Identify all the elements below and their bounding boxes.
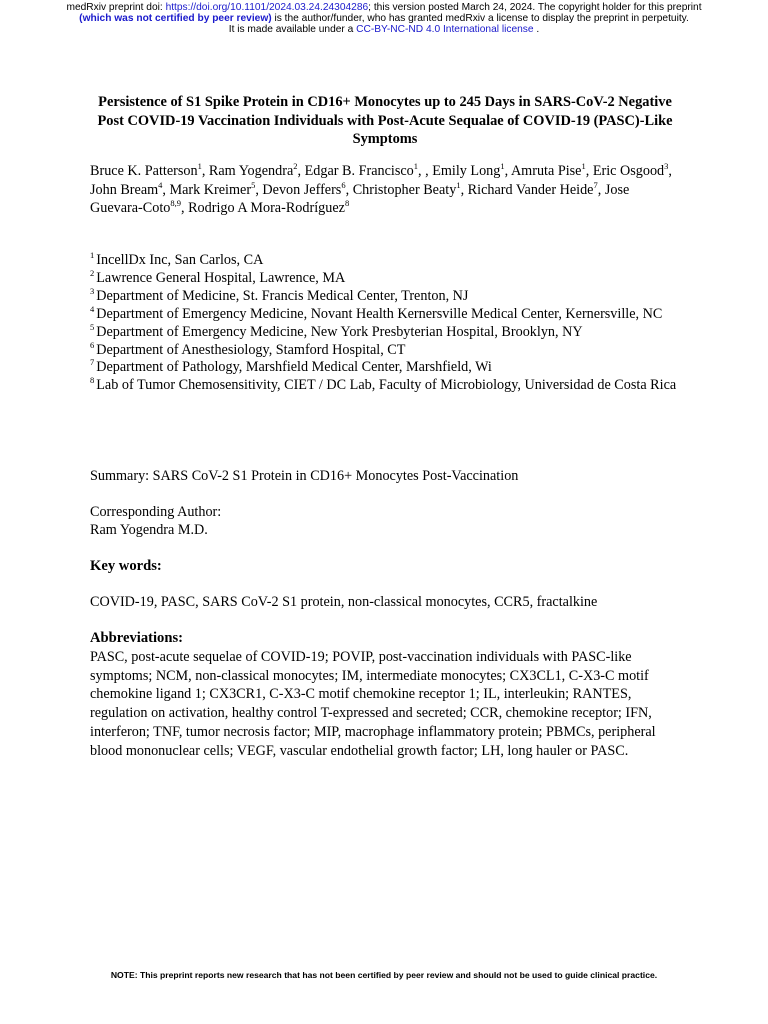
author-name: Edgar B. Francisco <box>304 163 414 179</box>
header-doi-suffix: ; this version posted March 24, 2024. The copyright holder for this preprint <box>368 2 702 13</box>
affiliation-number: 8 <box>90 375 95 386</box>
author-affiliation-mark: 1 <box>413 161 418 171</box>
peer-review-note: (which was not certified by peer review) <box>79 13 272 24</box>
author-affiliation-mark: 5 <box>251 179 256 190</box>
affiliation-item <box>90 359 682 377</box>
affiliation-number: 7 <box>90 357 95 368</box>
author-list: Bruce K. Patterson$^1$, Ram Yogendra$^2$, Edgar B. Francisco$^1$, , Emily Long$^1$, Amruta Pise$^1$, Eric Osgood$^3$, John Bream$^4$, Mark Kreimer$^5$, Devon Jeffers$^6$, Christopher Beaty$^1$, Richard Vander Heide$^7$, Jose Guevara-Coto$^{8,9}$, Rodrigo A Mora-Rodríguez$^8$ <box>90 161 672 217</box>
abbreviations-section <box>90 629 690 761</box>
author-affiliation-mark: 1 <box>500 161 505 171</box>
affiliation-item <box>90 285 682 306</box>
license-prefix: It is made available under a <box>228 24 357 35</box>
preprint-header <box>0 2 768 35</box>
author-affiliation-mark: 8 <box>344 198 350 209</box>
affiliation-item <box>90 339 682 360</box>
author-name: Bruce K. Patterson <box>90 163 198 179</box>
author-name: Richard Vander Heide <box>467 181 594 198</box>
author-affiliation-mark: 6 <box>341 179 346 190</box>
affiliation-number: 2 <box>90 267 95 278</box>
affiliation-number: 3 <box>90 285 95 296</box>
affiliation-text: Department of Anesthesiology, Stamford Hospital, CT <box>96 341 406 358</box>
header-doi-prefix: medRxiv preprint doi: <box>66 2 166 13</box>
paper-title: Persistence of S1 Spike Protein in CD16+ Monocytes up to 245 Days in SARS-CoV-2 Negative Post COVID-19 Vaccination Individuals with Post-Acute Sequalae of COVID-19 (PASC)-Like Symptoms <box>97 94 673 147</box>
abbreviations-heading: Abbreviations: <box>90 630 183 646</box>
affiliation-text: Department of Emergency Medicine, Novant Health Kernersville Medical Center, Kernersville, NC <box>96 305 663 322</box>
affiliation-item <box>90 321 682 342</box>
license-statement: is the author/funder, who has granted medRxiv a license to display the preprint in perpetuity. <box>271 13 689 24</box>
author-name: Emily Long <box>432 163 501 179</box>
affiliation-text: Lab of Tumor Chemosensitivity, CIET / DC Lab, Faculty of Microbiology, Universidad de Costa Rica <box>96 377 677 394</box>
doi-link[interactable]: https://doi.org/10.1101/2024.03.24.24304286 <box>165 2 369 13</box>
author-affiliation-mark: 1 <box>456 179 461 190</box>
author-affiliation-mark: 8,9 <box>170 198 181 209</box>
author-name: Ram Yogendra <box>208 163 294 179</box>
affiliation-text: Department of Pathology, Marshfield Medical Center, Marshfield, Wi <box>96 359 492 376</box>
affiliation-text: Department of Emergency Medicine, New York Presbyterian Hospital, Brooklyn, NY <box>96 323 583 340</box>
footer-note: NOTE: This preprint reports new research that has not been certified by peer review and should not be used to guide clinical practice. <box>110 970 658 980</box>
header-line-1 <box>0 2 768 13</box>
license-link[interactable]: CC-BY-NC-ND 4.0 International license <box>356 24 534 35</box>
affiliation-item <box>90 267 682 288</box>
corresponding-author <box>90 503 690 539</box>
corresponding-author-label: Corresponding Author: <box>90 504 222 520</box>
affiliation-text: Lawrence General Hospital, Lawrence, MA <box>96 269 346 286</box>
affiliation-item <box>90 377 682 395</box>
keywords-text: COVID-19, PASC, SARS CoV-2 S1 protein, non-classical monocytes, CCR5, fractalkine <box>90 594 598 610</box>
header-line-3 <box>0 24 768 35</box>
author-affiliation-mark: 1 <box>581 161 586 171</box>
affiliation-number: 1 <box>90 250 95 260</box>
header-line-2 <box>0 13 768 24</box>
affiliation-item <box>90 252 682 270</box>
author-affiliation-mark: 1 <box>197 161 202 171</box>
affiliation-text: Department of Medicine, St. Francis Medical Center, Trenton, NJ <box>96 287 469 304</box>
author-name: Christopher Beaty <box>352 181 457 198</box>
affiliation-text: IncellDx Inc, San Carlos, CA <box>96 252 264 268</box>
author-name: Jose Guevara-Coto <box>90 181 630 217</box>
keywords-heading: Key words: <box>90 558 162 574</box>
affiliation-number: 5 <box>90 321 95 332</box>
affiliation-item <box>90 303 682 324</box>
author-name: Amruta Pise <box>510 163 582 179</box>
corresponding-author-name: Ram Yogendra M.D. <box>90 522 208 538</box>
affiliation-number: 4 <box>90 303 95 314</box>
summary: Summary: SARS CoV-2 S1 Protein in CD16+ Monocytes Post-Vaccination <box>90 468 519 484</box>
author-affiliation-mark: 4 <box>158 179 163 190</box>
abbreviations-text: PASC, post-acute sequelae of COVID-19; POVIP, post-vaccination individuals with PASC-like symptoms; NCM, non-classical monocytes; IM, intermediate monocytes; CX3CL1, C-X3-C motif chemokine ligand 1; CX3CR1, C-X3-C motif chemokine receptor 1; IL, interleukin; RANTES, regulation on activation, healthy control T-expressed and secreted; CCR, chemokine receptor; IFN, interferon; TNF, tumor necrosis factor; MIP, macrophage inflammatory protein; PBMCs, peripheral blood mononuclear cells; VEGF, vascular endothelial growth factor; LH, long hauler or PASC. <box>90 648 656 759</box>
license-suffix: . <box>533 24 540 35</box>
author-name: John Bream <box>90 181 159 198</box>
author-affiliation-mark: 2 <box>293 161 298 171</box>
author-affiliation-mark: 3 <box>664 161 669 171</box>
author-name: Rodrigo A Mora-Rodríguez <box>188 200 345 217</box>
affiliation-list <box>90 252 682 395</box>
affiliation-number: 6 <box>90 339 95 350</box>
author-name: Devon Jeffers <box>262 181 342 198</box>
author-affiliation-mark: 7 <box>593 179 598 190</box>
author-name: Mark Kreimer <box>169 181 252 198</box>
author-name: Eric Osgood <box>592 163 665 179</box>
